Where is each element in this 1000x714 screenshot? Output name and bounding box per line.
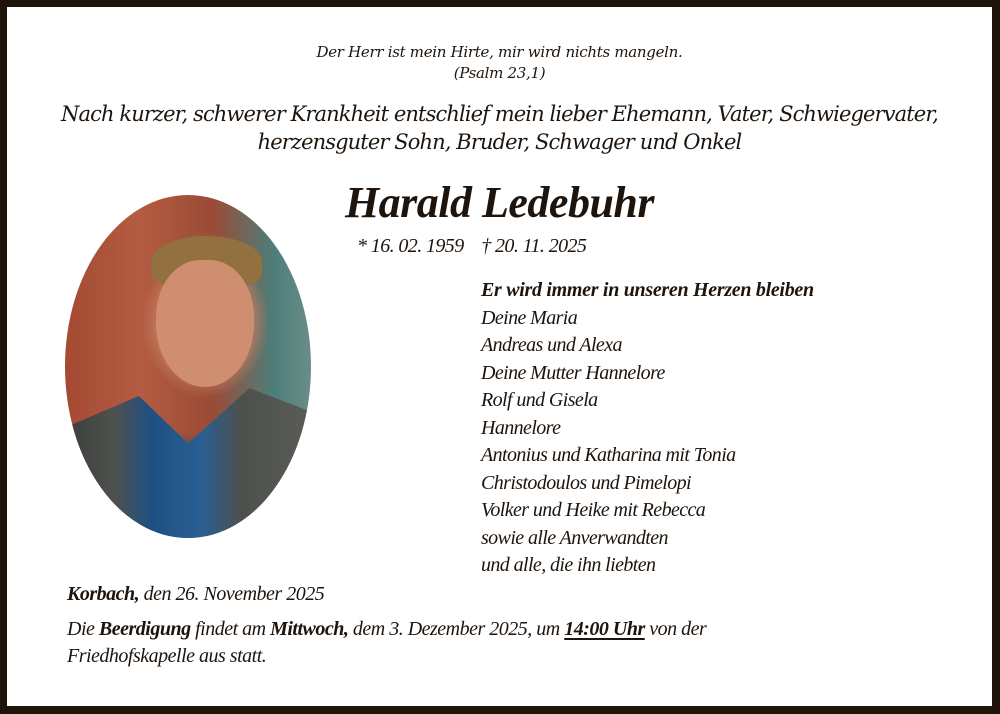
mourner-entry: Christodoulos und Pimelopi — [481, 471, 691, 494]
mourner-entry: Antonius und Katharina mit Tonia — [481, 444, 736, 466]
verse-reference: (Psalm 23,1) — [453, 64, 546, 82]
mourner-entry: und alle, die ihn liebten — [481, 554, 656, 576]
mourner-entry: sowie alle Anverwandten — [481, 526, 668, 549]
funeral-time: 14:00 Uhr — [564, 618, 645, 640]
place-date-line — [67, 583, 324, 606]
funeral-text: Die — [67, 618, 99, 640]
funeral-text: von der — [644, 618, 707, 640]
photo-face — [156, 260, 254, 387]
intro-line-2: herzensguter Sohn, Bruder, Schwager und Onkel — [257, 130, 742, 154]
photo-jacket — [65, 380, 311, 538]
funeral-text: findet am — [190, 618, 271, 640]
birth-date: * 16. 02. 1959 — [357, 235, 464, 257]
deceased-name: Harald Ledebuhr — [344, 178, 655, 227]
place-name: Korbach, — [67, 583, 140, 605]
funeral-date: dem 3. Dezember 2025, um — [348, 618, 565, 640]
obituary-card — [7, 7, 992, 706]
mourners-list — [481, 277, 814, 580]
notice-date: den 26. November 2025 — [139, 583, 325, 605]
funeral-weekday: Mittwoch, — [270, 618, 349, 640]
intro-line-1: Nach kurzer, schwerer Krankheit entschlief mein lieber Ehemann, Vater, Schwiegervater, — [61, 102, 938, 126]
mourner-entry: Hannelore — [481, 416, 561, 439]
mourners-heading: Er wird immer in unseren Herzen bleiben — [481, 279, 814, 301]
mourner-entry: Deine Mutter Hannelore — [481, 361, 665, 384]
death-date: † 20. 11. 2025 — [481, 235, 587, 257]
life-dates — [357, 235, 586, 258]
funeral-keyword: Beerdigung — [98, 618, 191, 640]
mourner-entry: Andreas und Alexa — [481, 334, 622, 356]
bible-verse: Der Herr ist mein Hirte, mir wird nichts mangeln. — [316, 43, 683, 61]
mourner-entry: Volker und Heike mit Rebecca — [481, 499, 706, 521]
mourner-entry: Rolf und Gisela — [481, 389, 598, 411]
funeral-info-line-2: Friedhofskapelle aus statt. — [67, 645, 267, 667]
portrait-photo — [65, 195, 311, 538]
mourner-entry: Deine Maria — [481, 306, 578, 329]
funeral-info-line-1 — [67, 618, 706, 641]
